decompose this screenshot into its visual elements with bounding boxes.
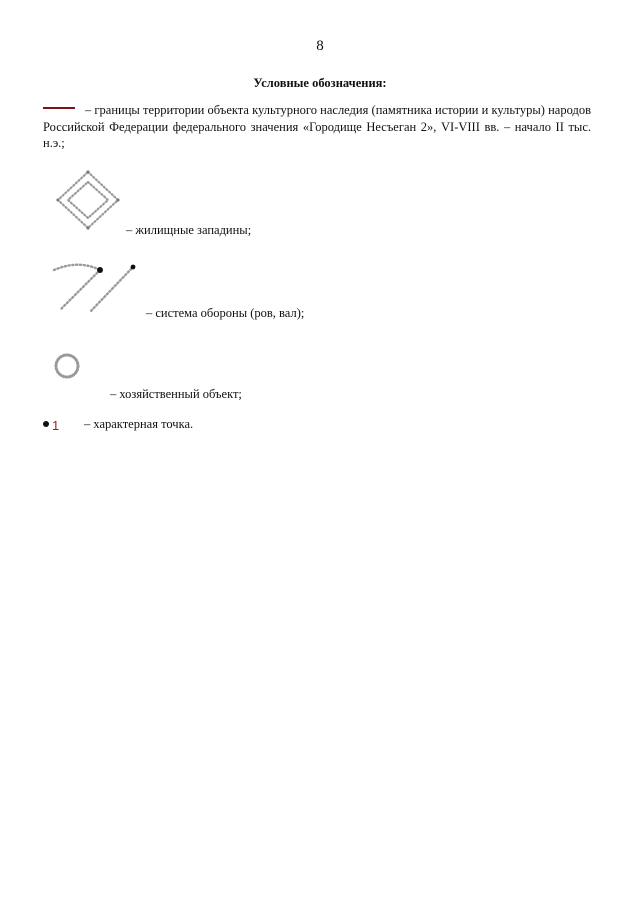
boundary-description: – границы территории объекта культурного наследия (памятника истории и культуры) народов Российской Федерации федерального значения «Городище Несъеган 2», VI-VIII вв. – начало II тыс. н.э.; (43, 103, 591, 150)
dotted-lines-icon (50, 256, 142, 316)
dotted-circle-icon (52, 351, 82, 381)
characteristic-point-symbol (43, 418, 59, 433)
boundary-line-symbol (43, 107, 75, 109)
point-number: 1 (52, 418, 60, 433)
page-number: 8 (316, 38, 324, 54)
legend-title: Условные обозначения: (253, 76, 387, 90)
legend-item-economic: – хозяйственный объект; (110, 387, 242, 401)
legend-item-point: – характерная точка. (84, 417, 194, 431)
legend-item-dwellings: – жилищные западины; (126, 223, 252, 237)
point-dot-icon (43, 421, 49, 427)
legend-item-defense: – система обороны (ров, вал); (146, 306, 305, 320)
dotted-diamond-icon (52, 168, 124, 234)
legend-item-boundary (43, 102, 591, 152)
